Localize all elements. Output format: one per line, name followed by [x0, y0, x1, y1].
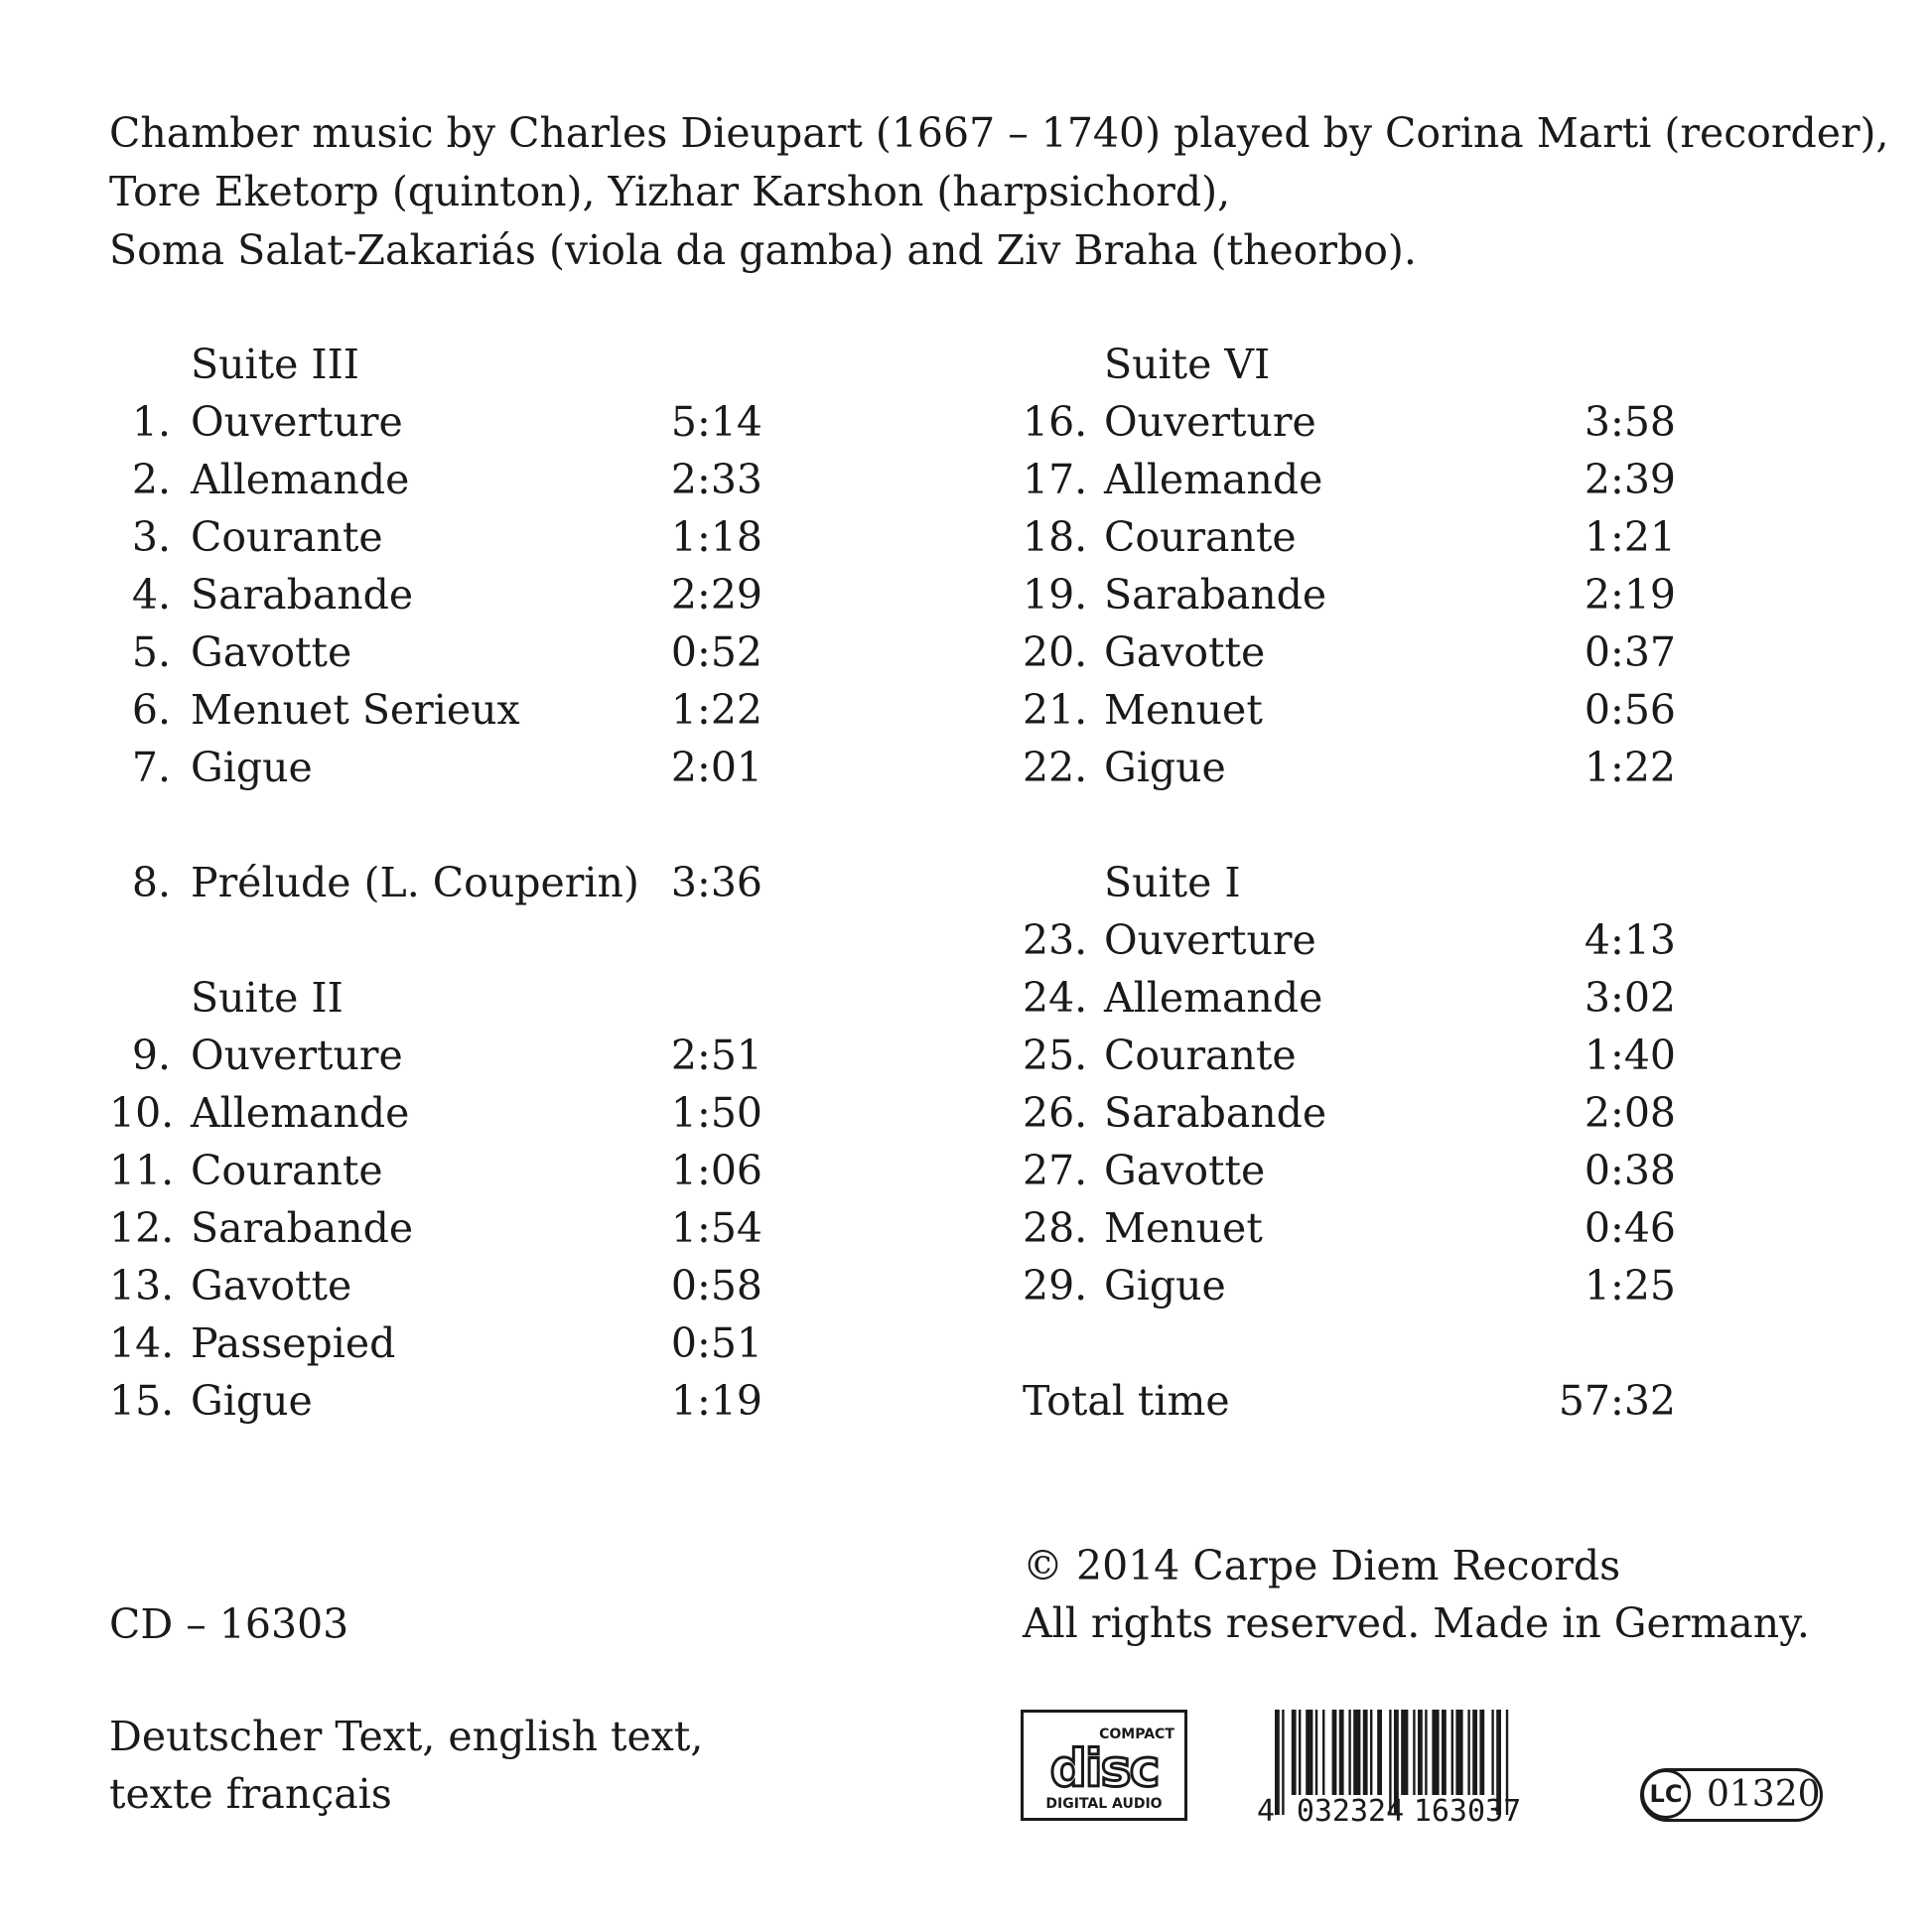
copyright-line: All rights reserved. Made in Germany. — [1023, 1599, 1810, 1647]
track-row — [109, 566, 762, 623]
spacer — [1023, 796, 1676, 854]
track-title: Courante — [1104, 513, 1297, 561]
track-title: Sarabande — [191, 571, 414, 619]
barcode-bar — [1413, 1710, 1415, 1795]
track-number: 13. — [109, 1262, 175, 1310]
track-number: 19. — [1023, 571, 1088, 619]
suite-heading-label: Suite III — [191, 341, 359, 388]
track-number: 14. — [109, 1319, 175, 1367]
barcode-bar — [1370, 1710, 1372, 1795]
languages-note — [109, 1708, 703, 1823]
track-title: Ouverture — [1104, 398, 1316, 446]
barcode-bar — [1479, 1710, 1484, 1795]
suite-heading — [109, 969, 762, 1027]
track-number: 28. — [1023, 1204, 1088, 1252]
spacer — [1023, 1314, 1676, 1372]
track-number: 24. — [1023, 974, 1088, 1022]
track-title: Sarabande — [1104, 571, 1327, 619]
track-row — [1023, 681, 1676, 739]
track-row — [109, 393, 762, 451]
barcode-left-digits: 032324 — [1296, 1794, 1405, 1825]
barcode-bar — [1467, 1710, 1469, 1795]
track-number: 4. — [131, 571, 171, 619]
track-title: Gigue — [191, 1377, 313, 1425]
label-code-number: 01320 — [1707, 1774, 1821, 1815]
track-duration: 0:38 — [1584, 1147, 1676, 1194]
catalog-number: CD – 16303 — [109, 1600, 349, 1648]
track-row — [109, 1257, 762, 1314]
track-title: Menuet — [1104, 686, 1263, 734]
barcode-bar — [1275, 1710, 1280, 1815]
barcode-right-digits: 163037 — [1413, 1794, 1522, 1825]
track-duration: 2:33 — [670, 456, 762, 503]
track-title: Prélude (L. Couperin) — [191, 859, 639, 906]
track-row — [109, 1199, 762, 1257]
suite-heading — [109, 336, 762, 393]
track-duration: 2:19 — [1584, 571, 1676, 619]
intro-text — [109, 104, 1889, 280]
intro-line: Tore Eketorp (quinton), Yizhar Karshon (harpsichord), — [109, 168, 1231, 215]
track-number: 22. — [1023, 744, 1088, 791]
track-title: Gigue — [191, 744, 313, 791]
barcode-bar — [1455, 1710, 1462, 1795]
barcode-bar — [1442, 1710, 1447, 1795]
track-duration: 1:18 — [670, 513, 762, 561]
barcode-bar — [1363, 1710, 1368, 1795]
track-duration: 3:36 — [670, 859, 762, 906]
track-row — [109, 739, 762, 796]
cd-logo-main-text: disc — [1049, 1739, 1159, 1799]
track-row — [109, 451, 762, 508]
track-number: 6. — [131, 686, 171, 734]
track-duration: 1:54 — [670, 1204, 762, 1252]
track-duration: 1:25 — [1584, 1262, 1676, 1310]
track-number: 8. — [131, 859, 171, 906]
track-number: 21. — [1023, 686, 1088, 734]
copyright-notice — [1023, 1537, 1810, 1652]
track-duration: 2:29 — [670, 571, 762, 619]
track-duration: 0:46 — [1584, 1204, 1676, 1252]
track-duration: 1:40 — [1584, 1032, 1676, 1079]
track-number: 25. — [1023, 1032, 1088, 1079]
tracklist-left — [109, 336, 762, 1430]
track-row — [1023, 969, 1676, 1027]
track-row — [1023, 1084, 1676, 1142]
track-duration: 0:51 — [670, 1319, 762, 1367]
track-duration: 0:37 — [1584, 628, 1676, 676]
track-row — [1023, 911, 1676, 969]
suite-heading-label: Suite I — [1104, 859, 1241, 906]
intro-line: Soma Salat-Zakariás (viola da gamba) and Ziv Braha (theorbo). — [109, 226, 1417, 274]
track-number: 10. — [109, 1089, 175, 1137]
track-title: Courante — [191, 1147, 383, 1194]
track-duration: 3:02 — [1584, 974, 1676, 1022]
track-title: Allemande — [191, 456, 410, 503]
cd-logo-top-text: COMPACT — [1099, 1726, 1174, 1742]
track-number: 20. — [1023, 628, 1088, 676]
copyright-line: © 2014 Carpe Diem Records — [1023, 1542, 1621, 1589]
track-title: Gavotte — [191, 628, 352, 676]
track-row — [109, 1314, 762, 1372]
track-row — [1023, 739, 1676, 796]
spacer — [109, 911, 762, 969]
suite-heading — [1023, 854, 1676, 911]
track-title: Gavotte — [1104, 1147, 1266, 1194]
track-duration: 2:08 — [1584, 1089, 1676, 1137]
track-row — [1023, 1257, 1676, 1314]
barcode-bar — [1432, 1710, 1439, 1795]
track-number: 1. — [131, 398, 171, 446]
track-duration: 1:21 — [1584, 513, 1676, 561]
track-title: Passepied — [191, 1319, 396, 1367]
label-code-box — [1640, 1768, 1823, 1822]
tracklist-right — [1023, 336, 1676, 1430]
track-duration: 2:51 — [670, 1032, 762, 1079]
barcode-bar — [1377, 1710, 1382, 1795]
track-title: Ouverture — [1104, 916, 1316, 964]
barcode-bar — [1332, 1710, 1337, 1795]
track-title: Courante — [191, 513, 383, 561]
barcode-bar — [1339, 1710, 1344, 1795]
barcode-bar — [1322, 1710, 1324, 1795]
track-row — [109, 1084, 762, 1142]
track-number: 15. — [109, 1377, 175, 1425]
track-number: 23. — [1023, 916, 1088, 964]
compact-disc-logo — [1021, 1710, 1187, 1821]
track-duration: 1:19 — [670, 1377, 762, 1425]
track-duration: 1:50 — [670, 1089, 762, 1137]
track-row — [109, 681, 762, 739]
track-number: 18. — [1023, 513, 1088, 561]
compact-disc-icon — [1024, 1713, 1184, 1818]
track-row — [1023, 393, 1676, 451]
track-title: Allemande — [1104, 974, 1323, 1022]
track-duration: 3:58 — [1584, 398, 1676, 446]
barcode-bar — [1292, 1710, 1297, 1795]
total-time-label: Total time — [1023, 1377, 1230, 1425]
track-row — [109, 1027, 762, 1084]
label-code-icon: LC — [1641, 1769, 1691, 1819]
barcode-bar — [1315, 1710, 1317, 1795]
track-row — [1023, 1027, 1676, 1084]
track-number: 26. — [1023, 1089, 1088, 1137]
barcode-bar — [1348, 1710, 1350, 1795]
barcode-bar — [1306, 1710, 1312, 1795]
track-title: Allemande — [1104, 456, 1323, 503]
track-duration: 1:06 — [670, 1147, 762, 1194]
barcode-bar — [1353, 1710, 1360, 1795]
track-title: Menuet Serieux — [191, 686, 520, 734]
track-title: Gavotte — [1104, 628, 1266, 676]
track-duration: 0:58 — [670, 1262, 762, 1310]
track-number: 12. — [109, 1204, 175, 1252]
track-duration: 1:22 — [670, 686, 762, 734]
track-duration: 2:39 — [1584, 456, 1676, 503]
track-title: Gigue — [1104, 744, 1226, 791]
track-title: Gigue — [1104, 1262, 1226, 1310]
track-title: Ouverture — [191, 1032, 403, 1079]
barcode-bar — [1451, 1710, 1453, 1795]
track-row — [109, 623, 762, 681]
track-number: 9. — [131, 1032, 171, 1079]
total-time-value: 57:32 — [1558, 1377, 1676, 1425]
track-row — [109, 1142, 762, 1199]
track-duration: 0:56 — [1584, 686, 1676, 734]
track-number: 11. — [109, 1147, 175, 1194]
track-title: Sarabande — [191, 1204, 414, 1252]
track-duration: 2:01 — [670, 744, 762, 791]
track-title: Courante — [1104, 1032, 1297, 1079]
track-row — [1023, 451, 1676, 508]
track-row — [1023, 566, 1676, 623]
track-title: Gavotte — [191, 1262, 352, 1310]
track-duration: 1:22 — [1584, 744, 1676, 791]
barcode-bar — [1299, 1710, 1301, 1795]
track-title: Sarabande — [1104, 1089, 1327, 1137]
total-time-row — [1023, 1372, 1676, 1430]
barcode-bar — [1472, 1710, 1477, 1795]
track-duration: 4:13 — [1584, 916, 1676, 964]
barcode-first-digit: 4 — [1257, 1794, 1276, 1825]
track-row — [109, 1372, 762, 1430]
track-row — [109, 508, 762, 566]
suite-heading-label: Suite II — [191, 974, 344, 1022]
track-number: 27. — [1023, 1147, 1088, 1194]
track-number: 17. — [1023, 456, 1088, 503]
track-number: 5. — [131, 628, 171, 676]
track-title: Menuet — [1104, 1204, 1263, 1252]
barcode — [1253, 1710, 1576, 1825]
track-number: 29. — [1023, 1262, 1088, 1310]
barcode-bar — [1491, 1710, 1493, 1795]
track-title: Ouverture — [191, 398, 403, 446]
languages-line: texte français — [109, 1770, 392, 1818]
track-row — [1023, 623, 1676, 681]
barcode-icon — [1253, 1710, 1576, 1825]
track-number: 16. — [1023, 398, 1088, 446]
track-number: 2. — [131, 456, 171, 503]
cd-logo-bottom-text: DIGITAL AUDIO — [1045, 1796, 1163, 1812]
suite-heading — [1023, 336, 1676, 393]
barcode-bar — [1282, 1710, 1284, 1815]
spacer — [109, 796, 762, 854]
barcode-bar — [1418, 1710, 1423, 1795]
track-number: 7. — [131, 744, 171, 791]
barcode-bar — [1425, 1710, 1427, 1795]
track-row — [1023, 1142, 1676, 1199]
barcode-bar — [1401, 1710, 1408, 1795]
track-number: 3. — [131, 513, 171, 561]
track-title: Allemande — [191, 1089, 410, 1137]
track-duration: 5:14 — [670, 398, 762, 446]
suite-heading-label: Suite VI — [1104, 341, 1271, 388]
languages-line: Deutscher Text, english text, — [109, 1713, 704, 1760]
intro-line: Chamber music by Charles Dieupart (1667 – 1740) played by Corina Marti (recorder), — [109, 109, 1889, 157]
track-row — [1023, 1199, 1676, 1257]
track-row — [109, 854, 762, 911]
track-row — [1023, 508, 1676, 566]
track-duration: 0:52 — [670, 628, 762, 676]
